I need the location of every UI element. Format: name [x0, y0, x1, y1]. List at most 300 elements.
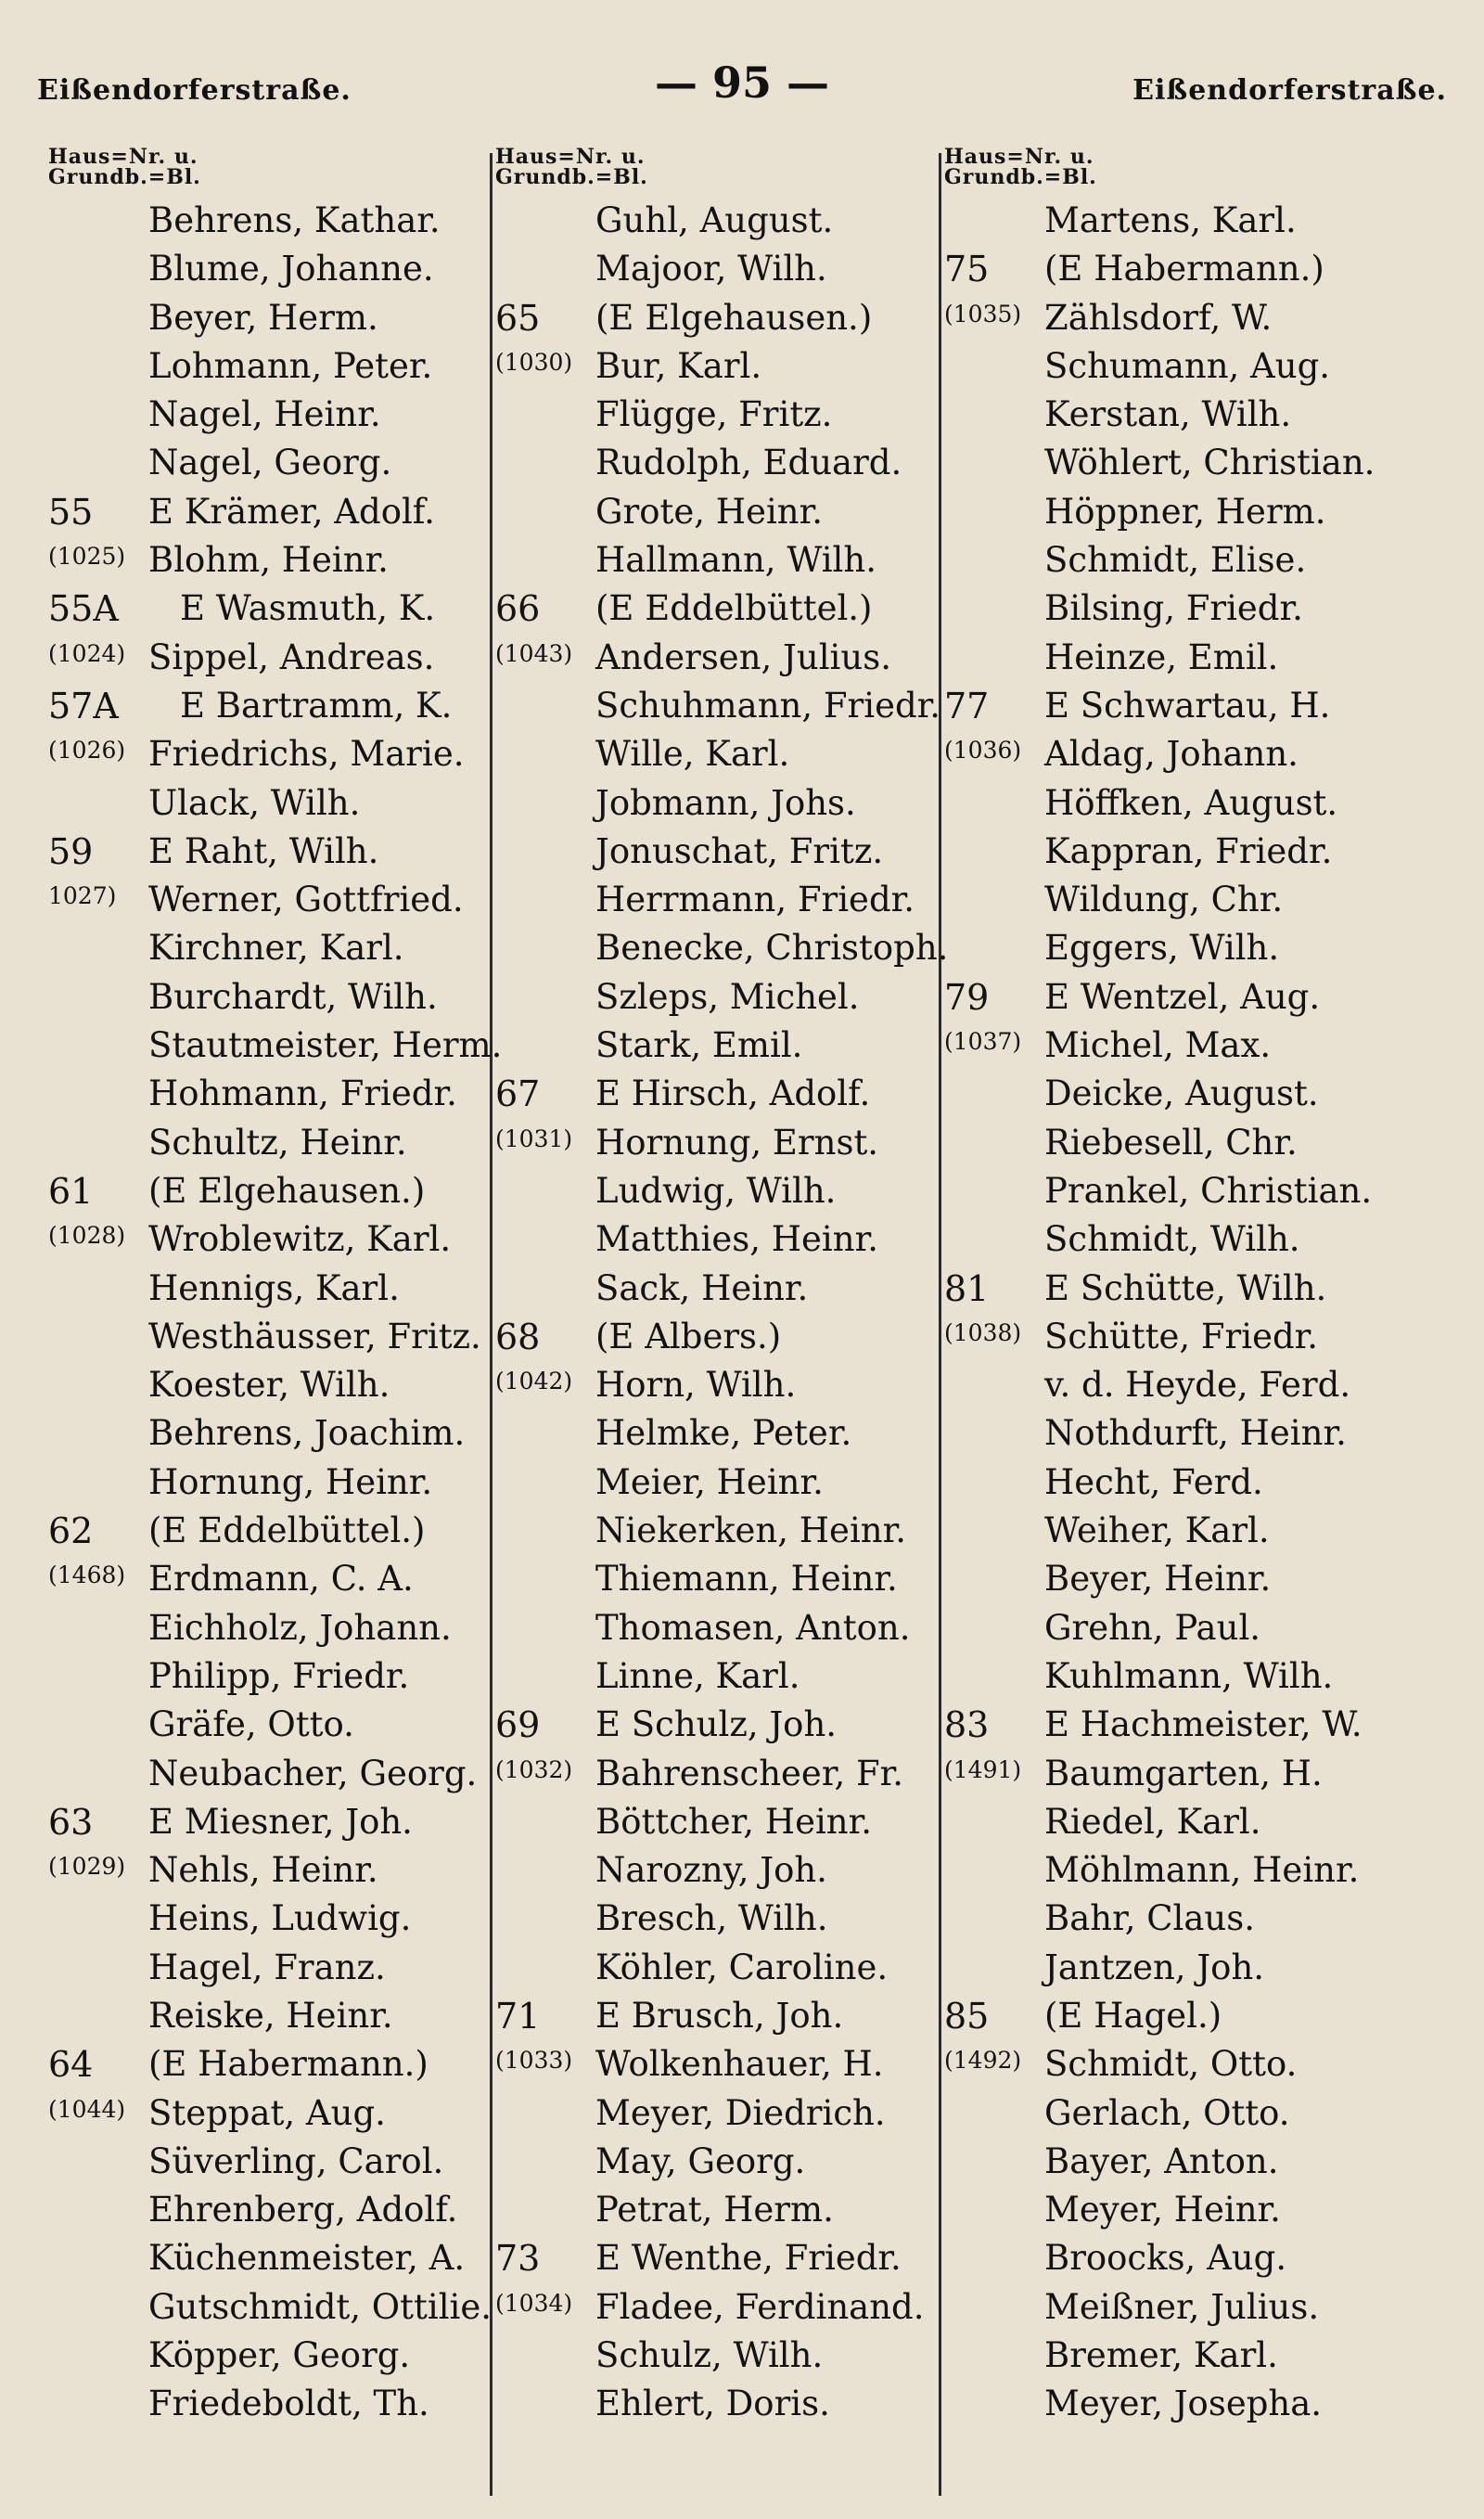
house-number: 75	[944, 249, 990, 290]
resident-name: Gerlach, Otto.	[1044, 2092, 1290, 2133]
resident-name: E Schulz, Joh.	[595, 1704, 838, 1745]
directory-entry	[495, 2186, 936, 2234]
resident-name: Thiemann, Heinr.	[595, 1559, 898, 1600]
resident-name: Rudolph, Eduard.	[595, 443, 902, 483]
directory-entry	[944, 1555, 1464, 1603]
land-register-number: (1026)	[48, 737, 126, 765]
directory-entry	[48, 2089, 484, 2138]
resident-name: (E Eddelbüttel.)	[148, 1510, 426, 1551]
resident-name: Sippel, Andreas.	[148, 636, 435, 677]
directory-entry	[944, 197, 1464, 245]
directory-entry	[48, 1167, 484, 1215]
directory-entry	[48, 197, 484, 245]
directory-entry	[944, 1119, 1464, 1167]
land-register-number: (1037)	[944, 1028, 1022, 1056]
directory-entry	[48, 1119, 484, 1167]
resident-name: Gräfe, Otto.	[148, 1704, 354, 1745]
resident-name: Beyer, Herm.	[148, 297, 378, 338]
directory-entry	[48, 1944, 484, 1992]
directory-entry	[495, 1313, 936, 1361]
resident-name: Küchenmeister, A.	[148, 2238, 466, 2279]
directory-entry	[495, 2234, 936, 2282]
land-register-number: (1036)	[944, 737, 1022, 765]
directory-entry	[48, 682, 484, 730]
directory-entry	[48, 924, 484, 972]
resident-name: Köhler, Caroline.	[595, 1947, 889, 1987]
directory-entry	[48, 585, 484, 633]
resident-name: Ehlert, Doris.	[595, 2384, 830, 2424]
house-number: 83	[944, 1704, 990, 1746]
directory-entry	[495, 924, 949, 972]
directory-entry	[48, 1265, 484, 1313]
resident-name: Burchardt, Wilh.	[148, 976, 438, 1017]
directory-entry	[495, 1992, 936, 2040]
resident-name: Guhl, August.	[595, 200, 834, 240]
directory-entry	[495, 1944, 936, 1992]
resident-name: Blohm, Heinr.	[148, 540, 389, 581]
directory-entry	[48, 391, 484, 439]
resident-name: Herrmann, Friedr.	[595, 880, 915, 920]
resident-name: Stautmeister, Herm.	[148, 1025, 503, 1066]
resident-name: Blume, Johanne.	[148, 249, 434, 289]
directory-entry	[495, 634, 936, 682]
land-register-number: (1025)	[48, 543, 126, 571]
resident-name: E Bartramm, K.	[180, 685, 453, 726]
directory-entry	[495, 828, 936, 876]
resident-name: Gutschmidt, Ottilie.	[148, 2286, 493, 2327]
resident-name: Schmidt, Elise.	[1044, 540, 1307, 581]
resident-name: Wolkenhauer, H.	[595, 2044, 884, 2085]
directory-entry	[495, 439, 936, 487]
house-number: 66	[495, 588, 541, 630]
directory-entry	[944, 2283, 1464, 2332]
resident-name: Hornung, Heinr.	[148, 1461, 433, 1502]
resident-name: Kirchner, Karl.	[148, 928, 404, 969]
directory-entry	[944, 439, 1464, 487]
house-number: 79	[944, 976, 990, 1018]
resident-name: Meyer, Josepha.	[1044, 2384, 1323, 2424]
directory-entry	[48, 439, 484, 487]
resident-name: Flügge, Fritz.	[595, 394, 833, 435]
resident-name: Kappran, Friedr.	[1044, 830, 1333, 871]
house-number: 68	[495, 1316, 541, 1357]
resident-name: Meier, Heinr.	[595, 1461, 824, 1502]
house-number: 55A	[48, 588, 119, 630]
resident-name: Nagel, Heinr.	[148, 394, 381, 435]
resident-name: Erdmann, C. A.	[148, 1559, 414, 1600]
directory-entry	[48, 779, 484, 828]
directory-entry	[495, 1798, 936, 1846]
directory-entry	[944, 1459, 1464, 1507]
directory-entry	[495, 682, 941, 730]
resident-name: Schuhmann, Friedr.	[595, 685, 941, 726]
resident-name: Hallmann, Wilh.	[595, 540, 876, 581]
directory-entry	[48, 1555, 484, 1603]
directory-entry	[944, 1265, 1464, 1313]
resident-name: (E Elgehausen.)	[148, 1170, 426, 1211]
directory-entry	[48, 634, 484, 682]
resident-name: Thomasen, Anton.	[595, 1607, 911, 1648]
directory-entry	[48, 2186, 484, 2234]
resident-name: Riedel, Karl.	[1044, 1801, 1261, 1842]
directory-entry	[48, 1361, 484, 1409]
directory-entry	[944, 1313, 1464, 1361]
directory-entry	[944, 1215, 1464, 1264]
directory-entry	[944, 342, 1464, 391]
resident-name: Matthies, Heinr.	[595, 1219, 878, 1260]
resident-name: Werner, Gottfried.	[148, 880, 464, 920]
resident-name: E Wasmuth, K.	[180, 588, 436, 629]
resident-name: Köpper, Georg.	[148, 2335, 411, 2376]
directory-entry	[48, 1409, 484, 1458]
directory-entry	[944, 973, 1464, 1022]
land-register-number: (1043)	[495, 639, 573, 667]
land-register-number: (1031)	[495, 1125, 573, 1152]
resident-name: Bresch, Wilh.	[595, 1898, 828, 1939]
directory-entry	[48, 1022, 503, 1070]
resident-name: Höppner, Herm.	[1044, 491, 1326, 532]
resident-name: Kuhlmann, Wilh.	[1044, 1655, 1334, 1696]
directory-entry	[495, 2380, 936, 2428]
resident-name: Koester, Wilh.	[148, 1365, 390, 1406]
resident-name: E Hachmeister, W.	[1044, 1704, 1362, 1745]
resident-name: Petrat, Herm.	[595, 2190, 834, 2230]
resident-name: v. d. Heyde, Ferd.	[1044, 1365, 1351, 1406]
directory-entry	[944, 2234, 1464, 2282]
resident-name: Wille, Karl.	[595, 734, 790, 775]
land-register-number: (1032)	[495, 1755, 573, 1783]
directory-entry	[944, 391, 1464, 439]
column-heading-line-2: Grundb.=Bl.	[495, 165, 648, 189]
resident-name: Schmidt, Otto.	[1044, 2044, 1298, 2085]
running-head-left: Eißendorferstraße.	[37, 74, 352, 107]
resident-name: E Raht, Wilh.	[148, 830, 379, 871]
resident-name: Bilsing, Friedr.	[1044, 588, 1303, 629]
directory-entry	[48, 1313, 484, 1361]
resident-name: Wildung, Chr.	[1044, 880, 1284, 920]
resident-name: Grehn, Paul.	[1044, 1607, 1261, 1648]
resident-name: Heins, Ludwig.	[148, 1898, 412, 1939]
directory-entry	[944, 1167, 1464, 1215]
column-rule	[490, 153, 493, 2496]
directory-entry	[48, 1459, 484, 1507]
directory-entry	[944, 1507, 1464, 1555]
resident-name: Meißner, Julius.	[1044, 2286, 1320, 2327]
resident-name: Hornung, Ernst.	[595, 1122, 879, 1163]
resident-name: Niekerken, Heinr.	[595, 1510, 906, 1551]
column-heading-line-1: Haus=Nr. u.	[495, 145, 646, 169]
directory-entry	[495, 1409, 936, 1458]
directory-entry	[944, 1070, 1464, 1118]
resident-name: Jobmann, Johs.	[595, 782, 856, 823]
directory-entry	[944, 2186, 1464, 2234]
directory-entry	[48, 2040, 484, 2088]
resident-name: (E Eddelbüttel.)	[595, 588, 873, 629]
directory-entry	[495, 1265, 936, 1313]
directory-entry	[944, 1652, 1464, 1701]
resident-name: Bur, Karl.	[595, 345, 762, 386]
resident-name: Bayer, Anton.	[1044, 2140, 1279, 2181]
directory-entry	[944, 245, 1464, 293]
resident-name: Benecke, Christoph.	[595, 928, 949, 969]
directory-entry	[495, 1167, 936, 1215]
resident-name: Behrens, Kathar.	[148, 200, 441, 240]
resident-name: Weiher, Karl.	[1044, 1510, 1270, 1551]
resident-name: Fladee, Ferdinand.	[595, 2286, 925, 2327]
directory-entry	[48, 1750, 484, 1798]
resident-name: Schulz, Wilh.	[595, 2335, 824, 2376]
column-heading-line-1: Haus=Nr. u.	[944, 145, 1094, 169]
house-number: 77	[944, 685, 990, 726]
directory-entry	[495, 342, 936, 391]
land-register-number: (1034)	[495, 2289, 573, 2317]
resident-name: Hecht, Ferd.	[1044, 1461, 1263, 1502]
directory-entry	[495, 1507, 936, 1555]
directory-entry	[48, 973, 484, 1022]
directory-entry	[495, 1652, 936, 1701]
directory-entry	[944, 1846, 1464, 1895]
directory-entry	[944, 924, 1464, 972]
resident-name: Ehrenberg, Adolf.	[148, 2190, 458, 2230]
directory-entry	[495, 585, 936, 633]
resident-name: Eichholz, Johann.	[148, 1607, 452, 1648]
directory-entry	[495, 1022, 936, 1070]
directory-entry	[48, 1895, 484, 1943]
directory-entry	[48, 342, 484, 391]
resident-name: Aldag, Johann.	[1044, 734, 1298, 775]
house-number: 69	[495, 1704, 541, 1746]
directory-entry	[48, 2283, 493, 2332]
directory-entry	[495, 1846, 936, 1895]
directory-entry	[48, 245, 484, 293]
directory-entry	[495, 1750, 936, 1798]
directory-entry	[495, 2040, 936, 2088]
house-number: 65	[495, 297, 541, 339]
directory-entry	[944, 1701, 1464, 1749]
resident-name: Jonuschat, Fritz.	[595, 830, 884, 871]
directory-entry	[48, 1070, 484, 1118]
resident-name: Bahr, Claus.	[1044, 1898, 1256, 1939]
column-heading	[495, 147, 936, 197]
directory-entry	[495, 2283, 936, 2332]
resident-name: Beyer, Heinr.	[1044, 1559, 1272, 1600]
directory-entry	[495, 536, 936, 585]
directory-entry	[495, 488, 936, 536]
house-number: 67	[495, 1073, 541, 1115]
resident-name: Nothdurft, Heinr.	[1044, 1413, 1347, 1454]
resident-name: E Wenthe, Friedr.	[595, 2238, 902, 2279]
resident-name: Zählsdorf, W.	[1044, 297, 1273, 338]
directory-entry	[944, 828, 1464, 876]
page-number: — 95 —	[654, 58, 830, 108]
directory-entry	[48, 1604, 484, 1652]
resident-name: E Miesner, Joh.	[148, 1801, 413, 1842]
directory-entry	[495, 391, 936, 439]
resident-name: E Hirsch, Adolf.	[595, 1073, 871, 1114]
house-number: 59	[48, 830, 94, 872]
resident-name: (E Hagel.)	[1044, 1995, 1222, 2036]
resident-name: Hennigs, Karl.	[148, 1267, 400, 1308]
land-register-number: 1027)	[48, 882, 117, 910]
resident-name: Kerstan, Wilh.	[1044, 394, 1292, 435]
resident-name: Eggers, Wilh.	[1044, 928, 1280, 969]
directory-entry	[944, 779, 1464, 828]
resident-name: Wroblewitz, Karl.	[148, 1219, 452, 1260]
directory-entry	[944, 2089, 1464, 2138]
resident-name: Westhäusser, Fritz.	[148, 1316, 481, 1356]
land-register-number: (1030)	[495, 348, 573, 376]
resident-name: E Wentzel, Aug.	[1044, 976, 1321, 1017]
page-header	[37, 58, 1447, 113]
directory-entry	[944, 2138, 1464, 2186]
resident-name: Linne, Karl.	[595, 1655, 800, 1696]
resident-name: Heinze, Emil.	[1044, 636, 1279, 677]
directory-entry	[944, 585, 1464, 633]
resident-name: Horn, Wilh.	[595, 1365, 797, 1406]
directory-entry	[48, 828, 484, 876]
resident-name: May, Georg.	[595, 2140, 806, 2181]
directory-entry	[48, 1507, 484, 1555]
resident-name: Prankel, Christian.	[1044, 1170, 1373, 1211]
directory-entry	[495, 730, 936, 778]
column-rule	[939, 153, 941, 2496]
column-heading	[944, 147, 1464, 197]
directory-entry	[48, 488, 484, 536]
land-register-number: (1024)	[48, 639, 126, 667]
resident-name: Bahrenscheer, Fr.	[595, 1753, 904, 1793]
land-register-number: (1035)	[944, 300, 1022, 328]
resident-name: Schultz, Heinr.	[148, 1122, 407, 1163]
house-number: 63	[48, 1801, 94, 1843]
resident-name: Riebesell, Chr.	[1044, 1122, 1298, 1163]
directory-entry	[495, 1119, 936, 1167]
resident-name: (E Albers.)	[595, 1316, 782, 1356]
resident-name: Meyer, Heinr.	[1044, 2190, 1281, 2230]
house-number: 81	[944, 1267, 990, 1309]
land-register-number: (1468)	[48, 1562, 126, 1589]
directory-entry	[48, 1992, 484, 2040]
directory-entry	[944, 2380, 1464, 2428]
directory-entry	[495, 1215, 936, 1264]
resident-name: Friedeboldt, Th.	[148, 2384, 429, 2424]
resident-name: Behrens, Joachim.	[148, 1413, 466, 1454]
resident-name: Steppat, Aug.	[148, 2092, 386, 2133]
resident-name: E Brusch, Joh.	[595, 1995, 844, 2036]
resident-name: (E Elgehausen.)	[595, 297, 873, 338]
directory-entry	[48, 730, 484, 778]
resident-name: Nagel, Georg.	[148, 443, 392, 483]
house-number: 73	[495, 2238, 541, 2280]
resident-name: Höffken, August.	[1044, 782, 1338, 823]
column-2	[495, 145, 949, 2503]
directory-entry	[48, 2380, 484, 2428]
resident-name: Majoor, Wilh.	[595, 249, 827, 289]
directory-entry	[48, 1215, 484, 1264]
directory-entry	[495, 1070, 936, 1118]
directory-entry	[48, 876, 484, 924]
house-number: 55	[48, 491, 94, 533]
directory-entry	[48, 2138, 484, 2186]
directory-entry	[495, 876, 936, 924]
directory-entry	[495, 1361, 936, 1409]
resident-name: Schumann, Aug.	[1044, 345, 1331, 386]
land-register-number: (1491)	[944, 1755, 1022, 1783]
running-head-right: Eißendorferstraße.	[1132, 74, 1447, 107]
resident-name: Ulack, Wilh.	[148, 782, 361, 823]
directory-entry	[944, 2332, 1464, 2380]
resident-name: Helmke, Peter.	[595, 1413, 852, 1454]
directory-entry	[48, 1846, 484, 1895]
resident-name: Ludwig, Wilh.	[595, 1170, 837, 1211]
directory-entry	[944, 876, 1464, 924]
resident-name: Süverling, Carol.	[148, 2140, 444, 2181]
column-1	[48, 145, 503, 2503]
directory-entry	[48, 1798, 484, 1846]
column-heading	[48, 147, 484, 197]
directory-entry	[495, 245, 936, 293]
resident-name: E Schütte, Wilh.	[1044, 1267, 1327, 1308]
directory-entry	[495, 2332, 936, 2380]
resident-name: Böttcher, Heinr.	[595, 1801, 873, 1842]
directory-entry	[495, 1459, 936, 1507]
land-register-number: (1038)	[944, 1318, 1022, 1346]
directory-entry	[944, 1895, 1464, 1943]
house-number: 61	[48, 1170, 94, 1212]
directory-entry	[48, 1701, 484, 1749]
directory-entry	[944, 1750, 1464, 1798]
resident-name: Möhlmann, Heinr.	[1044, 1850, 1360, 1891]
resident-name: Nehls, Heinr.	[148, 1850, 378, 1891]
house-number: 71	[495, 1995, 541, 2037]
directory-entry	[944, 1604, 1464, 1652]
directory-entry	[495, 2138, 936, 2186]
resident-name: Michel, Max.	[1044, 1025, 1272, 1066]
directory-entry	[944, 1798, 1464, 1846]
land-register-number: (1492)	[944, 2047, 1022, 2075]
resident-name: Hagel, Franz.	[148, 1947, 386, 1987]
resident-name: Meyer, Diedrich.	[595, 2092, 886, 2133]
resident-name: Sack, Heinr.	[595, 1267, 809, 1308]
house-number: 62	[48, 1510, 94, 1552]
directory-entry	[495, 779, 936, 828]
resident-name: Wöhlert, Christian.	[1044, 443, 1375, 483]
directory-entry	[944, 294, 1464, 342]
directory-entry	[48, 294, 484, 342]
directory-entry	[48, 1652, 484, 1701]
resident-name: Schmidt, Wilh.	[1044, 1219, 1300, 1260]
directory-entry	[495, 294, 936, 342]
column-heading-line-2: Grundb.=Bl.	[48, 165, 201, 189]
directory-entry	[48, 2234, 484, 2282]
resident-name: Deicke, August.	[1044, 1073, 1319, 1114]
directory-entry	[495, 1604, 936, 1652]
resident-name: E Krämer, Adolf.	[148, 491, 435, 532]
house-number: 64	[48, 2044, 94, 2086]
directory-entry	[495, 973, 936, 1022]
directory-entry	[495, 1701, 936, 1749]
resident-name: (E Habermann.)	[148, 2044, 429, 2085]
resident-name: Szleps, Michel.	[595, 976, 860, 1017]
resident-name: Andersen, Julius.	[595, 636, 891, 677]
column-heading-line-2: Grundb.=Bl.	[944, 165, 1097, 189]
land-register-number: (1029)	[48, 1853, 126, 1881]
directory-entry	[495, 2089, 936, 2138]
resident-name: Broocks, Aug.	[1044, 2238, 1287, 2279]
resident-name: Martens, Karl.	[1044, 200, 1297, 240]
land-register-number: (1044)	[48, 2095, 126, 2123]
land-register-number: (1028)	[48, 1222, 126, 1250]
resident-name: Jantzen, Joh.	[1044, 1947, 1265, 1987]
